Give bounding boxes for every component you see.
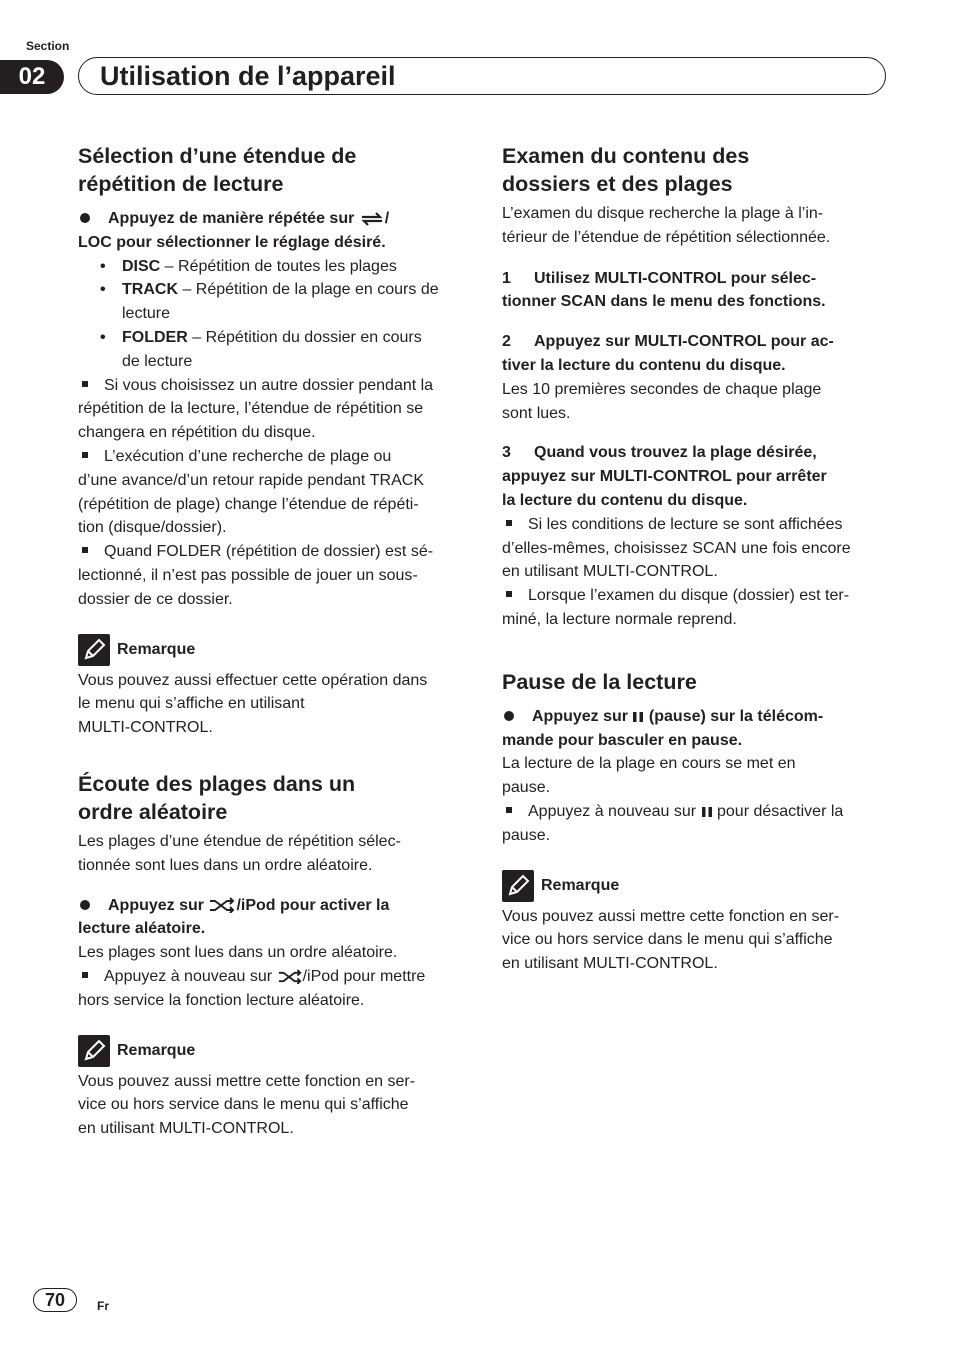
remark-label: Remarque [117, 1041, 196, 1059]
heading-line: ordre aléatoire [78, 799, 228, 824]
remark-label: Remarque [541, 876, 620, 894]
left-column [78, 142, 466, 1141]
note-random-off: Appuyez à nouveau sur /iPod pour mettre hors service la fonction lecture aléatoire. [78, 967, 426, 1009]
random-result: Les plages sont lues dans un ordre aléatoire. [78, 944, 398, 962]
language-code: Fr [97, 1299, 109, 1313]
scan-intro: L’examen du disque recherche la plage à l’in- térieur de l’étendue de répétition sélectionnée. [502, 205, 831, 246]
shuffle-icon [208, 897, 236, 913]
list-item: • TRACK – Répétition de la plage en cours de [100, 281, 439, 299]
instruction-pause: Appuyez sur (pause) sur la télécom- mande pour basculer en pause. [502, 707, 824, 749]
heading-pause: Pause de la lecture [502, 669, 697, 694]
remark-text: Vous pouvez aussi mettre cette fonction en ser- vice ou hors service dans le menu qui s’affiche en utilisant MULTI-CONTROL. [78, 1072, 416, 1138]
note-folder-change: Si vous choisissez un autre dossier pendant la répétition de la lecture, l’étendue de répétition se changera en répétition du disque. [78, 376, 434, 442]
note-track-search: L’exécution d’une recherche de plage ou d’une avance/d’un retour rapide pendant TRACK (répétition de plage) change l’étendue de répéti- tion (disque/dossier). [78, 447, 425, 537]
remark-text: Vous pouvez aussi effectuer cette opération dans le menu qui s’affiche en utilisant MULTI-CONTROL. [78, 671, 428, 737]
instruction-text: LOC pour sélectionner le réglage désiré. [78, 233, 386, 251]
pause-icon [632, 711, 644, 723]
note-folder-repeat: Quand FOLDER (répétition de dossier) est sé- lectionné, il n’est pas possible de jouer un sous- dossier de ce dossier. [78, 543, 434, 608]
list-item: • FOLDER – Répétition du dossier en cours [100, 328, 422, 346]
pencil-icon [502, 870, 534, 902]
heading-random-play [78, 770, 466, 826]
note-scan-finished: Lorsque l’examen du disque (dossier) est ter- miné, la lecture normale reprend. [502, 587, 850, 628]
step-1: 1 Utilisez MULTI-CONTROL pour sélec- tionner SCAN dans le menu des fonctions. [502, 269, 826, 311]
remark-header [78, 634, 466, 666]
step-3: 3 Quand vous trouvez la plage désirée, appuyez sur MULTI-CONTROL pour arrêter la lecture du contenu du disque. [502, 444, 827, 509]
note-square-icon [506, 520, 512, 526]
note-pause-off: Appuyez à nouveau sur pour désactiver la pause. [502, 802, 844, 844]
bullet-dot [80, 213, 90, 223]
list-item-continued: de lecture [122, 352, 193, 370]
note-square-icon [506, 807, 512, 813]
right-column [502, 142, 890, 976]
note-square-icon [82, 381, 88, 387]
instruction-text: / [384, 210, 390, 227]
step-2: 2 Appuyez sur MULTI-CONTROL pour ac- tiver la lecture du contenu du disque. [502, 333, 834, 374]
heading-scan [502, 142, 890, 198]
note-square-icon [82, 972, 88, 978]
heading-line: répétition de lecture [78, 172, 284, 196]
random-intro: Les plages d’une étendue de répétition sélec- tionnée sont lues dans un ordre aléatoire. [78, 832, 401, 874]
pause-result: La lecture de la plage en cours se met en pause. [502, 755, 796, 797]
remark-label: Remarque [117, 640, 196, 658]
page-number: 70 [33, 1288, 77, 1312]
remark-text: Vous pouvez aussi mettre cette fonction en ser- vice ou hors service dans le menu qui s’affiche en utilisant MULTI-CONTROL. [502, 907, 840, 973]
note-square-icon [506, 591, 512, 597]
note-square-icon [82, 452, 88, 458]
step-2-result: Les 10 premières secondes de chaque plage sont lues. [502, 380, 822, 422]
section-label: Section [26, 39, 70, 53]
repeat-icon [359, 211, 385, 227]
shuffle-icon [277, 969, 303, 984]
remark-header [502, 870, 890, 902]
heading-line: Examen du contenu des [502, 144, 750, 168]
instruction-text: Appuyez de manière répétée sur [108, 210, 355, 227]
list-item: • DISC – Répétition de toutes les plages [100, 257, 397, 275]
note-scan-again: Si les conditions de lecture se sont affichées d’elles-mêmes, choisissez SCAN une fois encore en utilisant MULTI-CONTROL. [502, 515, 851, 581]
bullet-dot [80, 900, 90, 910]
list-item-continued: lecture [122, 305, 171, 323]
remark-header [78, 1035, 466, 1067]
note-square-icon [82, 547, 88, 553]
section-number-badge: 02 [0, 60, 64, 94]
pencil-icon [78, 1035, 110, 1067]
instruction-random: Appuyez sur /iPod pour activer la lecture aléatoire. [78, 896, 390, 938]
heading-line: Sélection d’une étendue de [78, 144, 357, 168]
heading-line: Écoute des plages dans un [78, 771, 356, 796]
heading-line: dossiers et des plages [502, 172, 733, 196]
pause-icon [701, 806, 713, 818]
pencil-icon [78, 634, 110, 666]
bullet-dot [504, 711, 514, 721]
instruction-repeat [78, 207, 466, 255]
page-title: Utilisation de l’appareil [100, 61, 396, 91]
heading-repeat-range [78, 142, 466, 198]
